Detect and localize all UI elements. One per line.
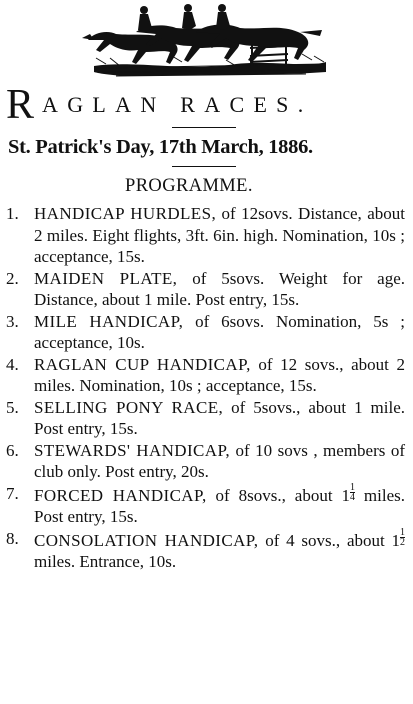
event-date: St. Patrick's Day, 17th March, 1886.	[8, 136, 313, 158]
race-name: MILE HANDICAP,	[34, 311, 184, 331]
race-details: of 6sovs. Nomination, 5s ; acceptance, 10s.	[34, 311, 405, 352]
race-name: HANDICAP HURDLES,	[34, 204, 217, 223]
racehorses-woodcut-icon	[76, 2, 336, 80]
race-item-5	[0, 397, 413, 440]
race-number: 4.	[6, 354, 19, 374]
race-name: RAGLAN CUP HANDICAP,	[34, 354, 251, 374]
race-details: of 4 sovs., about 1	[258, 530, 400, 550]
race-details: of 5sovs., about 1 mile. Post entry, 15s.	[34, 397, 405, 438]
race-item-7	[0, 483, 413, 528]
race-item-6	[0, 440, 413, 483]
title-rest: AGLAN RACES.	[42, 92, 313, 117]
race-item-3	[0, 311, 413, 354]
race-details-end: miles. Post entry, 15s.	[34, 485, 405, 526]
distance-fraction: $\frac{1}{4}$	[349, 481, 355, 503]
race-name: FORCED HANDICAP,	[34, 485, 207, 505]
race-name: CONSOLATION HANDICAP,	[34, 530, 259, 550]
race-item-2	[0, 268, 413, 311]
race-name: MAIDEN PLATE,	[34, 268, 178, 288]
race-number: 6.	[6, 440, 19, 460]
race-details: of 8sovs., about 1	[206, 485, 350, 505]
page-title	[6, 84, 408, 126]
race-details: of 10 sovs , members of club only. Post entry, 20s.	[34, 440, 405, 481]
race-number: 2.	[6, 268, 19, 288]
race-details-end: miles. Entrance, 10s.	[34, 552, 177, 571]
race-item-8	[0, 528, 413, 573]
race-number: 8.	[6, 528, 19, 548]
race-number: 1.	[6, 204, 19, 223]
race-list	[0, 203, 413, 573]
race-item-1	[0, 203, 413, 268]
title-rule	[172, 127, 236, 128]
title-initial: R	[6, 82, 43, 128]
race-details: of 12sovs. Distance, about 2 miles. Eight flights, 3ft. 6in. high. Nomination, 10s ; acceptance, 15s.	[34, 204, 405, 266]
distance-fraction: $\frac{1}{2}$	[400, 526, 405, 548]
race-name: SELLING PONY RACE,	[34, 397, 224, 417]
race-item-4	[0, 354, 413, 397]
race-number: 7.	[6, 483, 19, 503]
race-details: of 12 sovs., about 2 miles. Nomination, 10s ; acceptance, 15s.	[34, 354, 405, 395]
race-name: STEWARDS' HANDICAP,	[34, 440, 231, 460]
race-number: 3.	[6, 311, 19, 331]
programme-heading: PROGRAMME.	[125, 176, 253, 196]
race-details: of 5sovs. Weight for age. Distance, about 1 mile. Post entry, 15s.	[34, 268, 405, 309]
race-number: 5.	[6, 397, 19, 417]
subtitle-rule	[172, 166, 236, 167]
